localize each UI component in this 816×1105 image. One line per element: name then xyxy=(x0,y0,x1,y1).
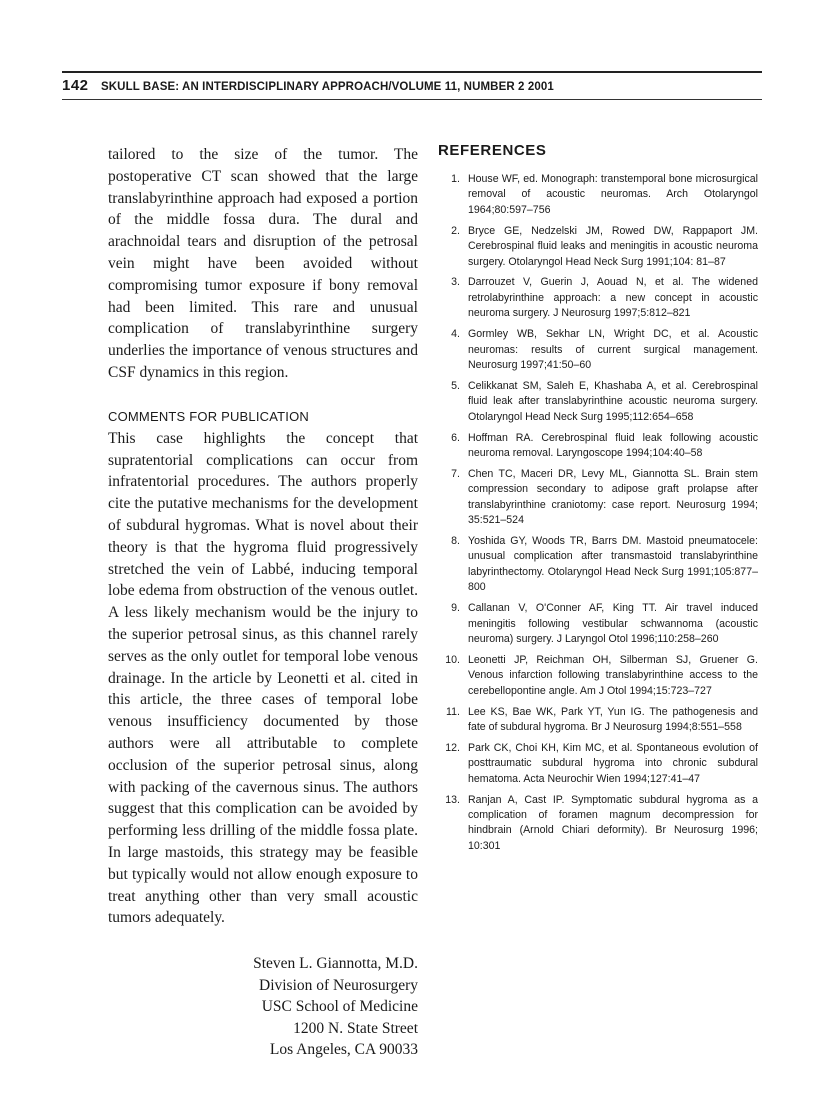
reference-number: 8. xyxy=(451,535,460,548)
reference-number: 13. xyxy=(445,793,460,806)
signature-division: Division of Neurosurgery xyxy=(259,976,418,994)
reference-item xyxy=(438,379,758,425)
reference-number: 12. xyxy=(445,741,460,754)
signature-block xyxy=(108,953,418,1061)
reference-text: Lee KS, Bae WK, Park YT, Yun IG. The pathogenesis and fate of subdural hygroma. Br J Neurosurg 1994;8:551–558 xyxy=(468,705,758,733)
reference-text: Gormley WB, Sekhar LN, Wright DC, et al. Acoustic neuromas: results of current surgical management. Neurosurg 1997;41:50–60 xyxy=(468,328,758,371)
reference-item xyxy=(438,653,758,699)
references-column xyxy=(438,142,758,860)
reference-item xyxy=(438,172,758,218)
signature-city: Los Angeles, CA 90033 xyxy=(269,1041,418,1059)
reference-item xyxy=(438,705,758,736)
reference-item xyxy=(438,793,758,855)
left-column xyxy=(108,144,418,1061)
signature-name: Steven L. Giannotta, M.D. xyxy=(253,955,418,973)
header-top-rule xyxy=(62,71,762,73)
page-number: 142 xyxy=(62,77,89,94)
reference-number: 10. xyxy=(445,653,460,666)
references-list xyxy=(438,172,758,854)
comments-heading: COMMENTS FOR PUBLICATION xyxy=(108,408,310,424)
signature-school: USC School of Medicine xyxy=(261,998,418,1016)
reference-text: Bryce GE, Nedzelski JM, Rowed DW, Rappaport JM. Cerebrospinal fluid leaks and meningitis in acoustic neuroma surgery. Otolaryngol Head Neck Surg 1991;104: 81–87 xyxy=(468,224,758,268)
reference-item xyxy=(438,534,758,596)
reference-number: 9. xyxy=(451,602,460,615)
reference-text: Ranjan A, Cast IP. Symptomatic subdural hygroma as a complication of foramen magnum decompression for hindbrain (Arnold Chiari deformity). Br Neurosurg 1996; 10:301 xyxy=(468,793,758,852)
header-bottom-rule xyxy=(62,99,762,100)
reference-text: Darrouzet V, Guerin J, Aouad N, et al. The widened retrolabyrinthine approach: a new concept in acoustic neuroma surgery. J Neurosurg 1997;5:812–821 xyxy=(468,276,758,320)
reference-number: 5. xyxy=(451,379,460,392)
reference-text: House WF, ed. Monograph: transtemporal bone microsurgical removal of acoustic neuromas. Arch Otolaryngol 1964;80:597–756 xyxy=(468,173,758,216)
reference-number: 4. xyxy=(451,328,460,341)
reference-text: Park CK, Choi KH, Kim MC, et al. Spontaneous evolution of posttraumatic subdural hygroma into chronic subdural hematoma. Acta Neurochir Wien 1994;127:41–47 xyxy=(468,741,758,785)
reference-item xyxy=(438,431,758,462)
running-header xyxy=(62,77,762,95)
reference-text: Hoffman RA. Cerebrospinal fluid leak following acoustic neuroma removal. Laryngoscope 1994;104:40–58 xyxy=(468,431,758,459)
reference-number: 3. xyxy=(451,276,460,289)
reference-text: Yoshida GY, Woods TR, Barrs DM. Mastoid pneumatocele: unusual complication after transmastoid translabyrinthine labyrinthectomy. Otolaryngol Head Neck Surg 1991;105:877–800 xyxy=(468,535,758,594)
signature-street: 1200 N. State Street xyxy=(293,1019,418,1037)
reference-number: 11. xyxy=(446,705,460,718)
reference-text: Callanan V, O'Conner AF, King TT. Air travel induced meningitis following vestibular schwannoma (acoustic neuroma) surgery. J Laryngol Otol 1996;110:258–260 xyxy=(468,602,758,645)
references-heading: REFERENCES xyxy=(438,142,547,159)
intro-paragraph: tailored to the size of the tumor. The postoperative CT scan showed that the large translabyrinthine approach had exposed a portion of the middle fossa dura. The dural and arachnoidal tears and disruption of the petrosal vein might have been avoided without compromising tumor exposure if bony removal had been limited. This rare and unusual complication of translabyrinthine surgery underlies the importance of venous structures and CSF dynamics in this region. xyxy=(108,146,418,381)
reference-text: Celikkanat SM, Saleh E, Khashaba A, et al. Cerebrospinal fluid leak after translabyrinthine acoustic neuroma surgery. Otolaryngol Head Neck Surg 1995;112:654–658 xyxy=(468,379,758,423)
reference-item xyxy=(438,467,758,529)
comments-paragraph: This case highlights the concept that supratentorial complications can occur from infratentorial procedures. The authors properly cite the putative mechanisms for the development of subdural hygromas. What is novel about their theory is that the hygroma fluid progressively stretched the vein of Labbé, inducing temporal lobe edema from obstruction of the venous outlet. A less likely mechanism would be the injury to the superior petrosal sinus, as this channel rarely serves as the only outlet for temporal lobe venous drainage. In the article by Leonetti et al. cited in this article, the three cases of temporal lobe venous insufficiency documented by those authors were all attributable to complete occlusion of the superior petrosal sinus, along with packing of the cavernous sinus. The authors suggest that this complication can be avoided by performing less drilling of the middle fossa plate. In large mastoids, this strategy may be feasible but typically would not allow enough exposure to treat anything other than very small acoustic tumors adequately. xyxy=(108,429,418,927)
reference-item xyxy=(438,601,758,647)
reference-number: 1. xyxy=(451,173,460,185)
reference-item xyxy=(438,327,758,373)
reference-number: 6. xyxy=(451,431,460,444)
reference-number: 7. xyxy=(451,467,460,480)
reference-text: Leonetti JP, Reichman OH, Silberman SJ, Gruener G. Venous infarction following translabyrinthine access to the cerebellopontine angle. Am J Otol 1994;15:723–727 xyxy=(468,653,758,697)
journal-title: SKULL BASE: AN INTERDISCIPLINARY APPROACH/VOLUME 11, NUMBER 2 2001 xyxy=(100,81,554,93)
reference-number: 2. xyxy=(451,224,460,237)
reference-item xyxy=(438,741,758,787)
reference-item xyxy=(438,275,758,321)
reference-text: Chen TC, Maceri DR, Levy ML, Giannotta SL. Brain stem compression secondary to adipose graft prolapse after translabyrinthine craniotomy: case report. Neurosurg 1994; 35:521–524 xyxy=(468,467,758,527)
reference-item xyxy=(438,224,758,270)
